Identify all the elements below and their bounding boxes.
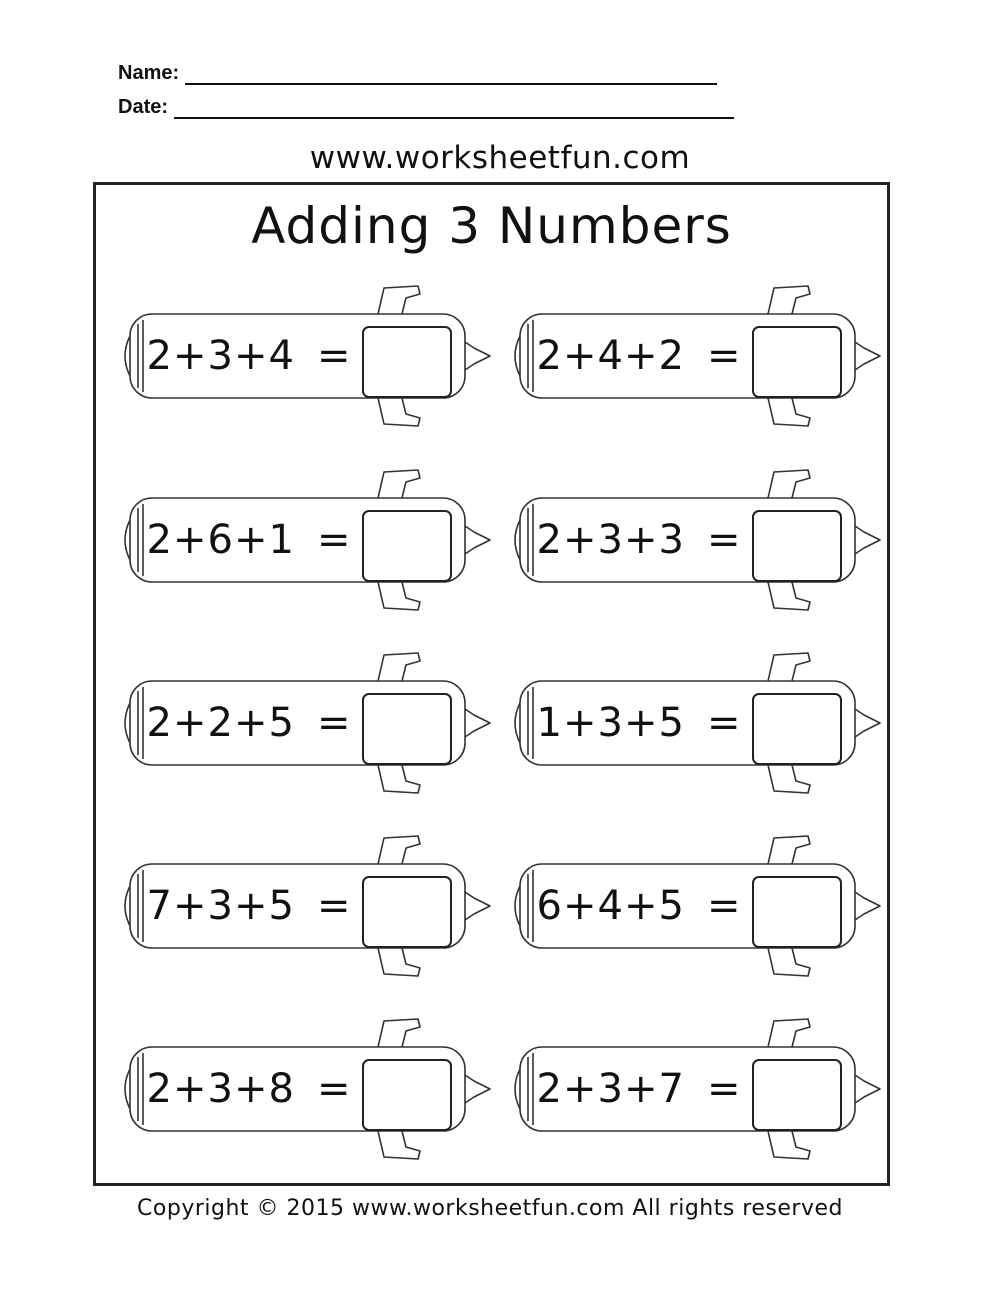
answer-box[interactable] bbox=[362, 510, 452, 582]
expression-text: 2+3+3 bbox=[536, 517, 685, 563]
equals-sign: = bbox=[706, 1066, 742, 1112]
problem-card-3 bbox=[116, 470, 496, 610]
answer-box[interactable] bbox=[752, 326, 842, 398]
problem-expression bbox=[534, 326, 744, 386]
equals-sign: = bbox=[706, 517, 742, 563]
problem-expression bbox=[534, 693, 744, 753]
expression-text: 6+4+5 bbox=[536, 883, 685, 929]
expression-text: 2+4+2 bbox=[536, 333, 685, 379]
equals-sign: = bbox=[316, 1066, 352, 1112]
expression-text: 1+3+5 bbox=[536, 700, 685, 746]
problem-card-6 bbox=[506, 653, 886, 793]
answer-box[interactable] bbox=[362, 326, 452, 398]
equals-sign: = bbox=[316, 333, 352, 379]
worksheet-title: Adding 3 Numbers bbox=[251, 197, 732, 255]
problem-expression bbox=[534, 510, 744, 570]
problem-card-9 bbox=[116, 1019, 496, 1159]
expression-text: 2+6+1 bbox=[146, 517, 295, 563]
answer-box[interactable] bbox=[362, 1059, 452, 1131]
problem-card-7 bbox=[116, 836, 496, 976]
expression-text: 2+3+4 bbox=[146, 333, 295, 379]
problem-expression bbox=[144, 1059, 354, 1119]
expression-text: 2+3+7 bbox=[536, 1066, 685, 1112]
answer-box[interactable] bbox=[752, 1059, 842, 1131]
problem-expression bbox=[534, 1059, 744, 1119]
problem-expression bbox=[534, 876, 744, 936]
name-input-line[interactable] bbox=[185, 65, 717, 85]
copyright-notice: Copyright © 2015 www.worksheetfun.com All rights reserved bbox=[137, 1196, 843, 1221]
equals-sign: = bbox=[706, 333, 742, 379]
equals-sign: = bbox=[316, 517, 352, 563]
date-label: Date: bbox=[118, 96, 169, 118]
expression-text: 7+3+5 bbox=[146, 883, 295, 929]
equals-sign: = bbox=[706, 700, 742, 746]
answer-box[interactable] bbox=[362, 876, 452, 948]
problem-card-5 bbox=[116, 653, 496, 793]
problem-expression bbox=[144, 693, 354, 753]
problem-card-10 bbox=[506, 1019, 886, 1159]
equals-sign: = bbox=[316, 700, 352, 746]
answer-box[interactable] bbox=[362, 693, 452, 765]
problem-card-8 bbox=[506, 836, 886, 976]
site-url: www.worksheetfun.com bbox=[309, 140, 691, 176]
answer-box[interactable] bbox=[752, 876, 842, 948]
problem-card-4 bbox=[506, 470, 886, 610]
date-field bbox=[118, 96, 734, 119]
equals-sign: = bbox=[706, 883, 742, 929]
equals-sign: = bbox=[316, 883, 352, 929]
expression-text: 2+2+5 bbox=[146, 700, 295, 746]
answer-box[interactable] bbox=[752, 693, 842, 765]
problem-expression bbox=[144, 876, 354, 936]
expression-text: 2+3+8 bbox=[146, 1066, 295, 1112]
name-label: Name: bbox=[118, 62, 180, 84]
problem-expression bbox=[144, 326, 354, 386]
problem-card-1 bbox=[116, 286, 496, 426]
problem-card-2 bbox=[506, 286, 886, 426]
date-input-line[interactable] bbox=[174, 99, 734, 119]
name-field bbox=[118, 62, 717, 85]
answer-box[interactable] bbox=[752, 510, 842, 582]
problem-expression bbox=[144, 510, 354, 570]
